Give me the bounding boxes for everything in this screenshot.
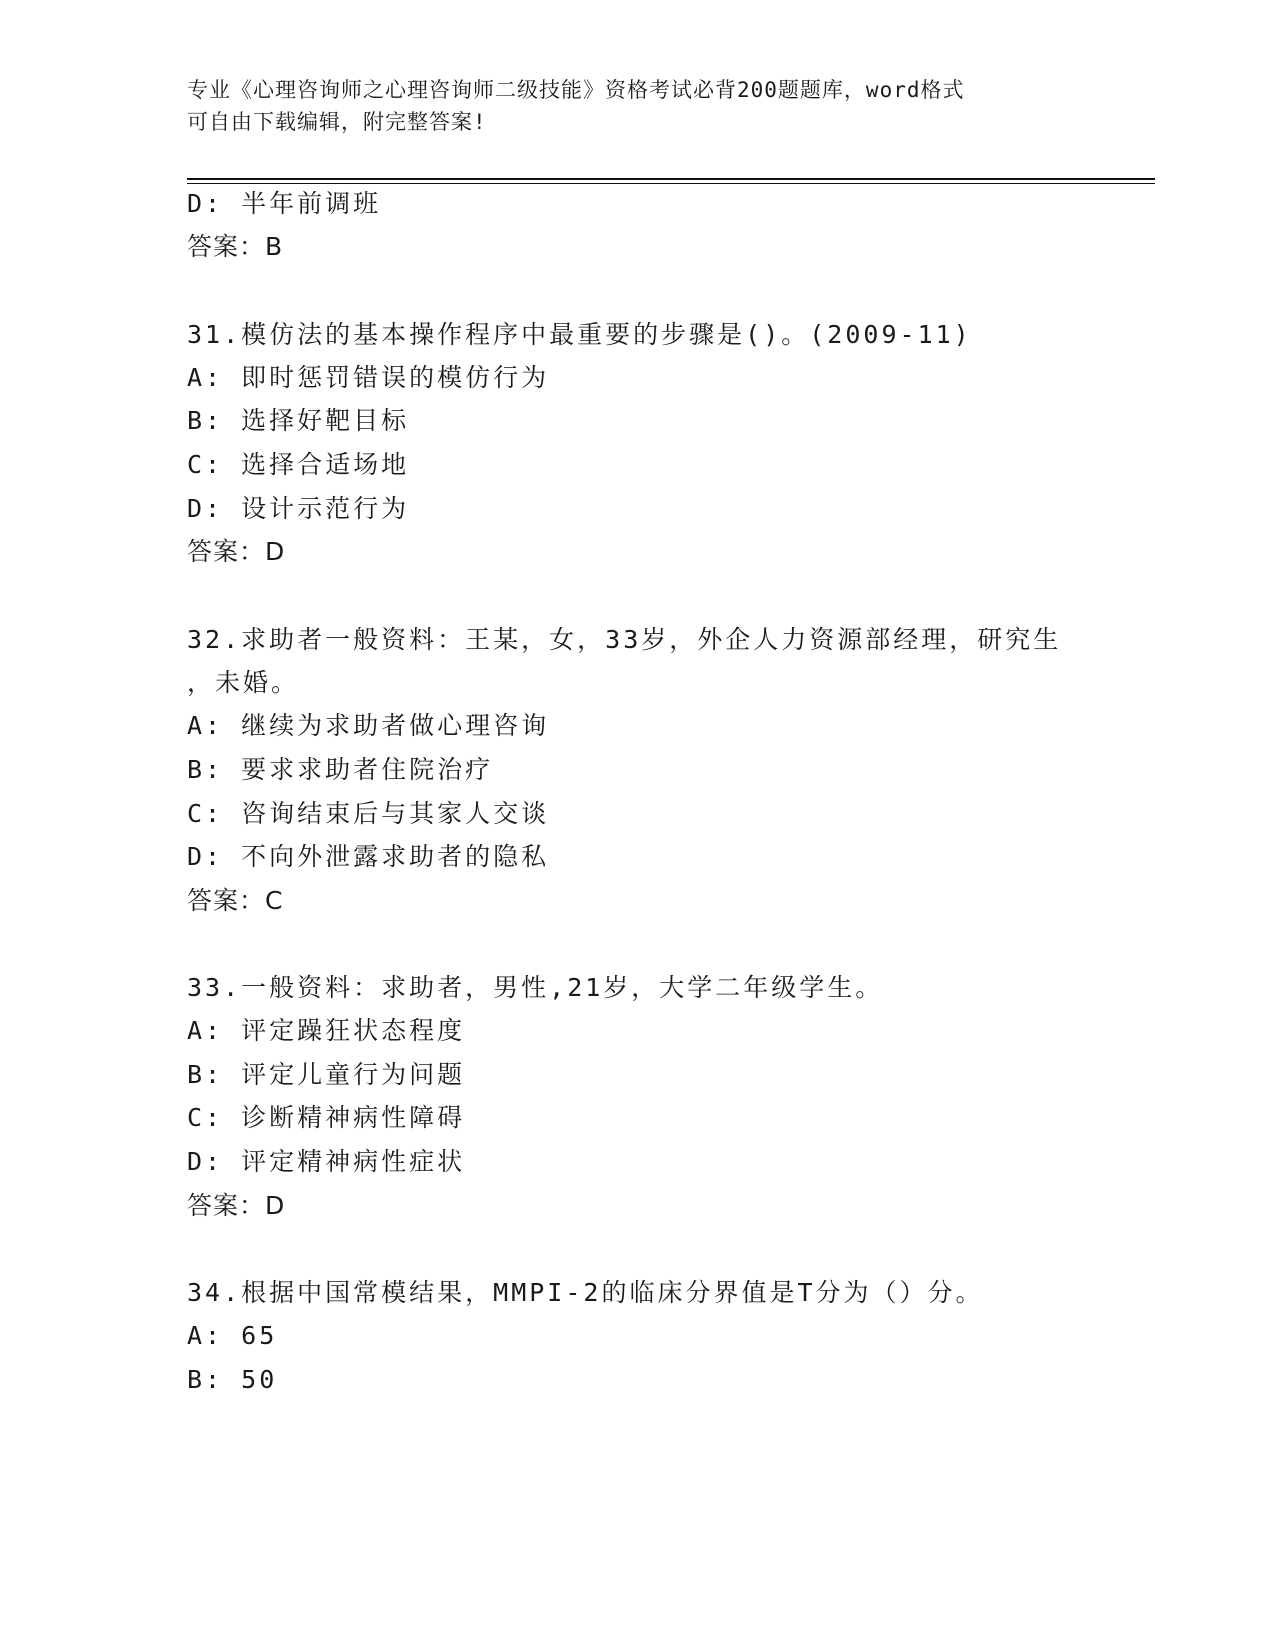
q32-option-a: A: 继续为求助者做心理咨询 [187, 711, 550, 740]
q31-option-a: A: 即时惩罚错误的模仿行为 [187, 363, 550, 392]
q31-answer: 答案：D [187, 537, 286, 566]
q33-option-a: A: 评定躁狂状态程度 [187, 1016, 466, 1045]
header-title-line1: 专业《心理咨询师之心理咨询师二级技能》资格考试必背200题题库，word格式 [187, 78, 965, 102]
prev-answer: 答案：B [187, 232, 284, 261]
q34-option-b: B: 50 [187, 1365, 278, 1394]
q31-stem: 31.模仿法的基本操作程序中最重要的步骤是()。(2009-11) [187, 320, 972, 349]
q32-stem-line1: 32.求助者一般资料：王某，女，33岁，外企人力资源部经理，研究生 [187, 625, 1062, 654]
q32-answer: 答案：C [187, 886, 284, 915]
q31-option-b: B: 选择好靶目标 [187, 406, 410, 435]
document-header [187, 74, 1077, 138]
q31-option-d: D: 设计示范行为 [187, 494, 410, 523]
q32-option-d: D: 不向外泄露求助者的隐私 [187, 842, 550, 871]
prev-option-d: D: 半年前调班 [187, 189, 382, 218]
header-divider-thin [187, 183, 1155, 184]
header-divider-thick [187, 178, 1155, 180]
q33-option-b: B: 评定儿童行为问题 [187, 1060, 466, 1089]
header-title-line2: 可自由下载编辑，附完整答案! [187, 110, 487, 134]
q32-option-c: C: 咨询结束后与其家人交谈 [187, 799, 550, 828]
q33-stem: 33.一般资料：求助者，男性,21岁，大学二年级学生。 [187, 973, 884, 1002]
q32-stem-line2: ，未婚。 [187, 668, 300, 697]
q34-stem: 34.根据中国常模结果，MMPI-2的临床分界值是T分为（）分。 [187, 1278, 984, 1307]
q32-option-b: B: 要求求助者住院治疗 [187, 755, 494, 784]
q31-option-c: C: 选择合适场地 [187, 450, 410, 479]
q33-option-d: D: 评定精神病性症状 [187, 1147, 466, 1176]
q34-option-a: A: 65 [187, 1321, 278, 1350]
q33-option-c: C: 诊断精神病性障碍 [187, 1103, 466, 1132]
q33-answer: 答案：D [187, 1191, 286, 1220]
